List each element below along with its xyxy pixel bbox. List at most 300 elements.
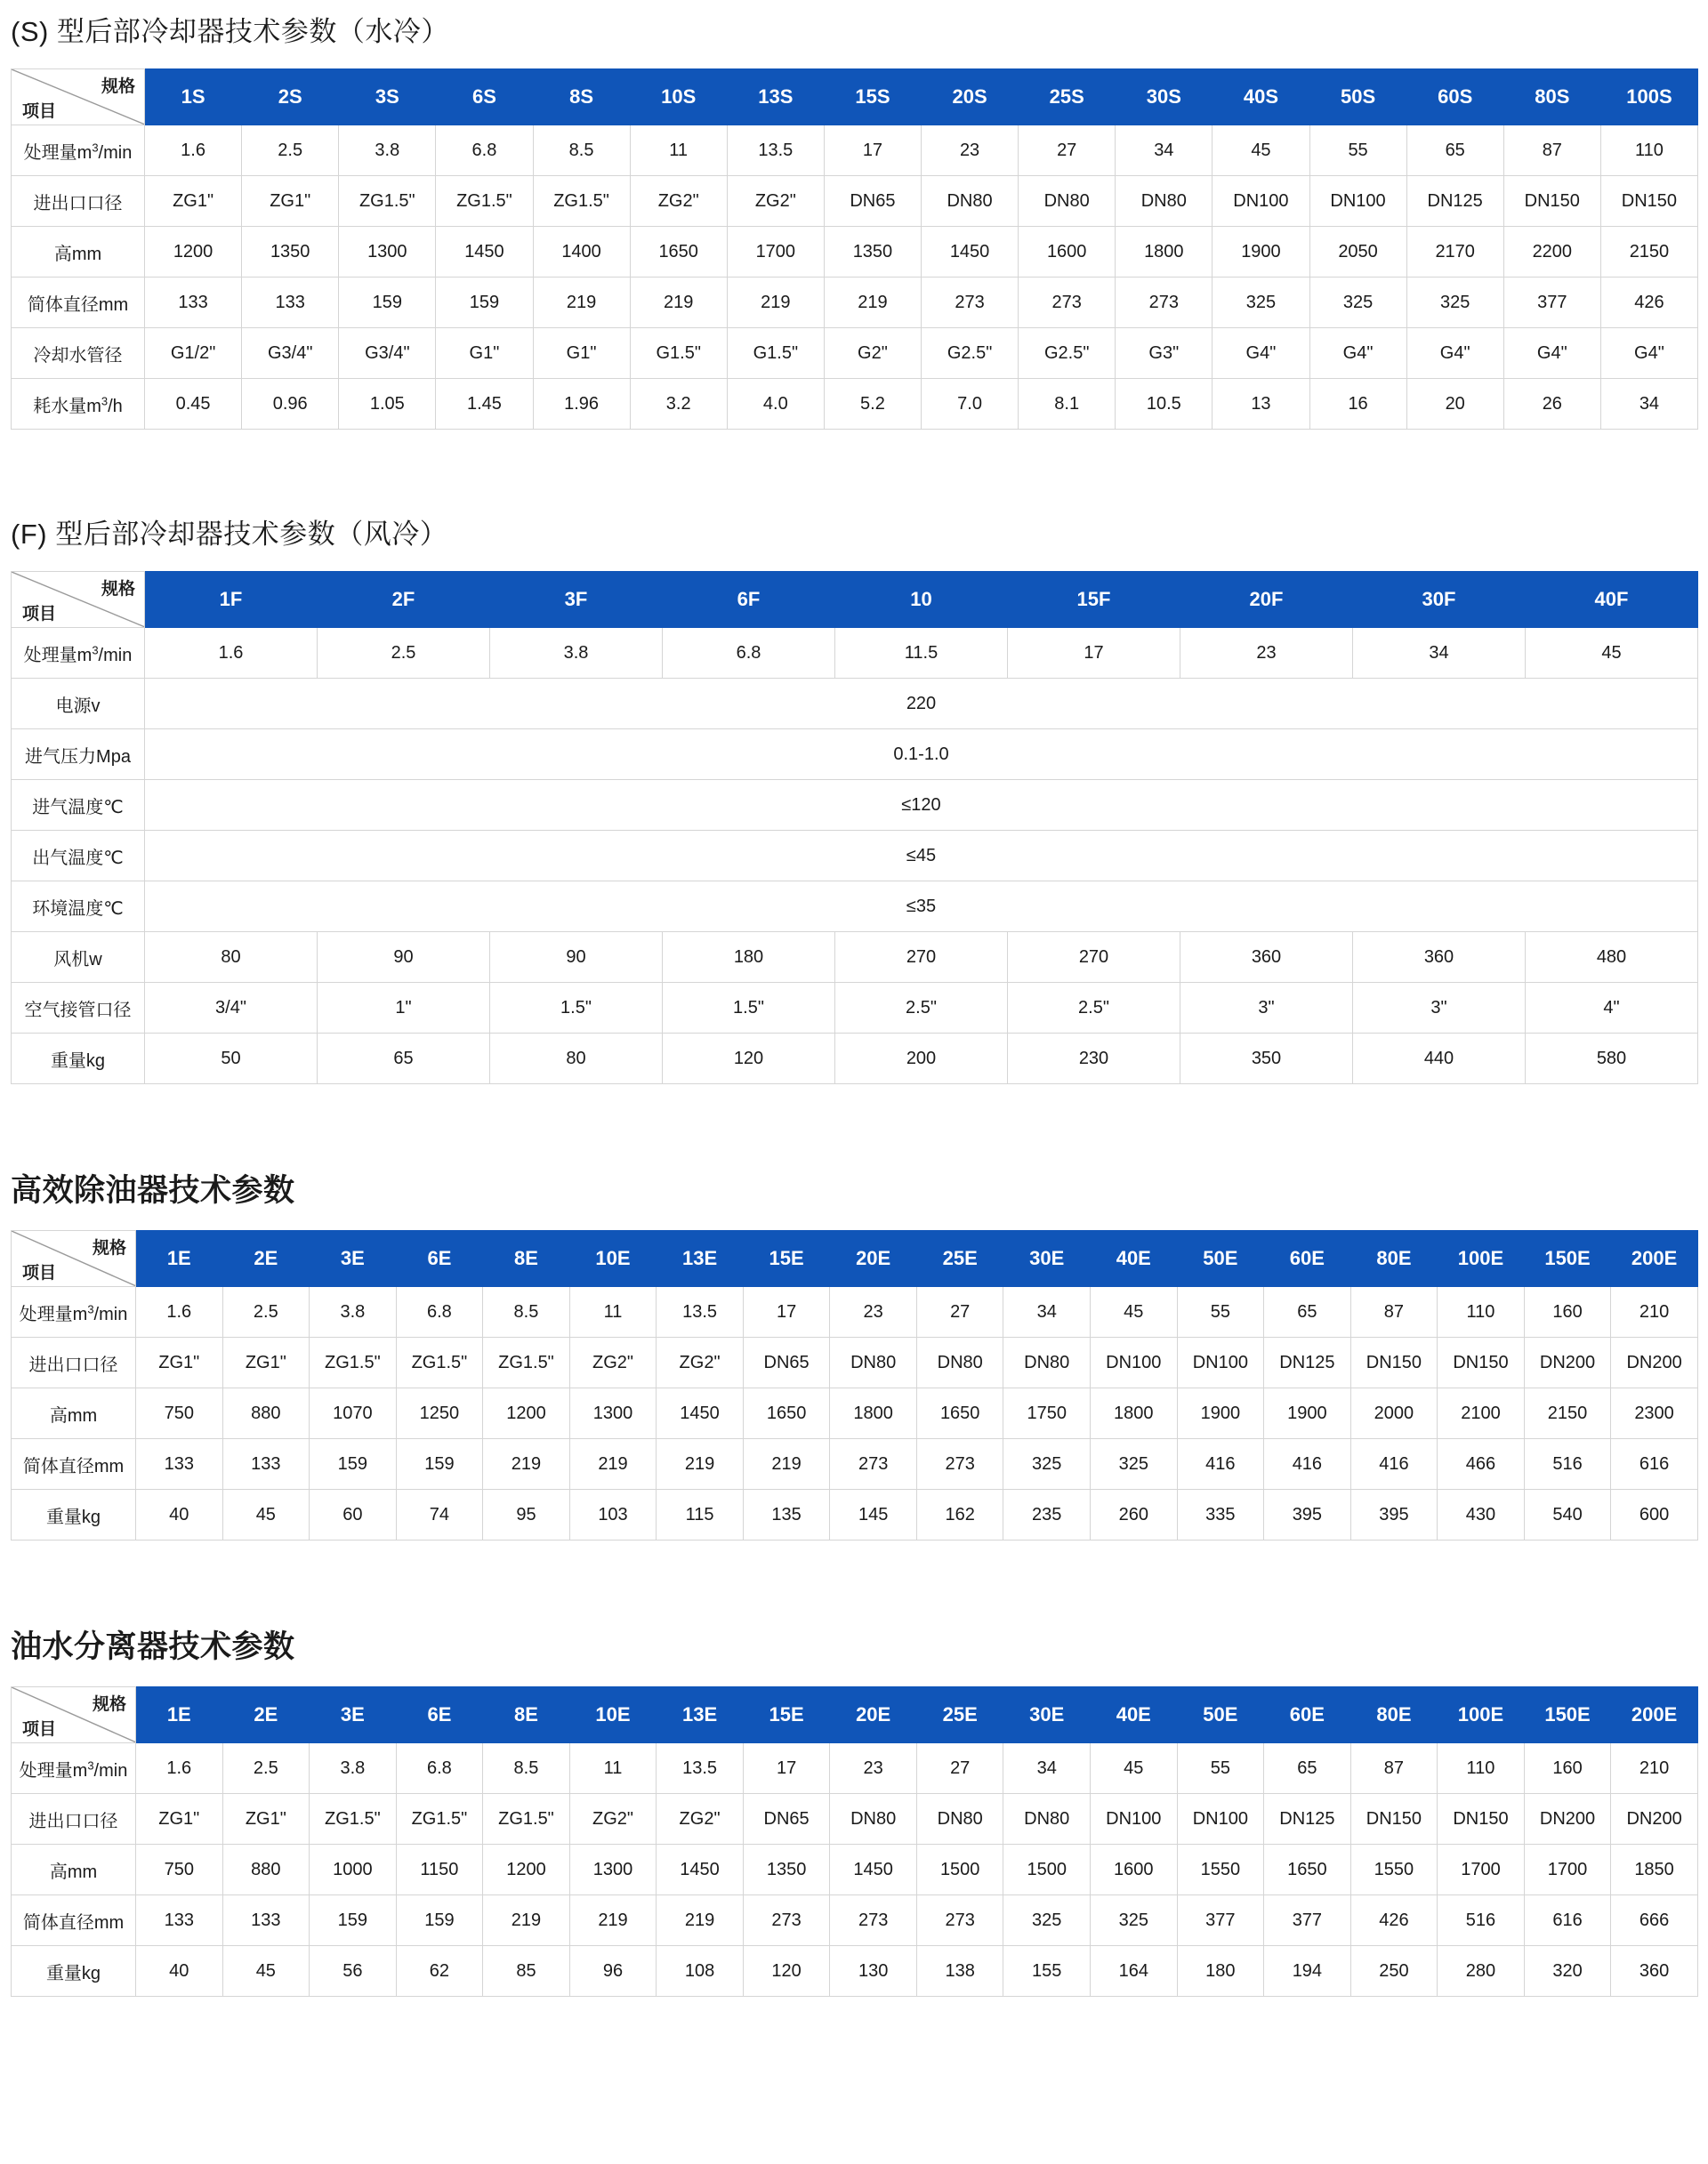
table-cell: 62 — [396, 1946, 483, 1997]
section-air-cooled-aftercooler — [0, 511, 1708, 1084]
table-cell: 40 — [136, 1490, 223, 1541]
table-cell: DN80 — [1019, 176, 1116, 227]
table-cell: 133 — [136, 1895, 223, 1946]
table-cell: 280 — [1438, 1946, 1525, 1997]
table-cell: 880 — [222, 1845, 310, 1895]
table-cell: 426 — [1600, 278, 1697, 328]
table-cell: 45 — [1091, 1743, 1178, 1794]
table-cell: 6.8 — [396, 1743, 483, 1794]
row-label: 进出口口径 — [12, 1794, 136, 1845]
table-cell: 2150 — [1600, 227, 1697, 278]
table-cell: 45 — [1091, 1287, 1178, 1338]
table-row — [12, 227, 1698, 278]
table-cell: 13.5 — [727, 125, 824, 176]
table-cell: 5.2 — [824, 379, 921, 430]
column-header: 3E — [310, 1687, 397, 1743]
table-cell: 666 — [1611, 1895, 1698, 1946]
table-cell: 1650 — [630, 227, 727, 278]
table-cell: DN65 — [743, 1338, 830, 1388]
table-row — [12, 1490, 1698, 1541]
table-cell: 159 — [310, 1439, 397, 1490]
column-header: 13S — [727, 69, 824, 125]
column-header: 25E — [916, 1687, 1003, 1743]
table-cell: 34 — [1353, 628, 1526, 679]
table-cell: G4" — [1600, 328, 1697, 379]
table-cell: 160 — [1524, 1743, 1611, 1794]
row-label: 耗水量$m^3/h$ — [12, 379, 145, 430]
table-corner-cell — [12, 572, 145, 628]
table-row — [12, 1388, 1698, 1439]
table-cell: 110 — [1600, 125, 1697, 176]
column-header: 40F — [1526, 572, 1698, 628]
table-cell: ZG1.5" — [310, 1794, 397, 1845]
table-cell: 2.5 — [242, 125, 339, 176]
corner-item-label: 项目 — [22, 605, 57, 623]
column-header: 8E — [483, 1231, 570, 1287]
table-cell: DN65 — [824, 176, 921, 227]
table-cell: 80 — [145, 932, 318, 983]
table-row — [12, 1794, 1698, 1845]
corner-spec-label: 规格 — [92, 1239, 126, 1258]
table-cell: 273 — [916, 1895, 1003, 1946]
table-cell: DN80 — [1003, 1794, 1091, 1845]
table-wrapper — [0, 571, 1708, 1084]
table-cell: 1300 — [339, 227, 436, 278]
table-row — [12, 1287, 1698, 1338]
table-cell: 23 — [1180, 628, 1353, 679]
table-cell: G1" — [436, 328, 533, 379]
table-cell: 219 — [533, 278, 630, 328]
column-header: 6E — [396, 1231, 483, 1287]
row-label: 冷却水管径 — [12, 328, 145, 379]
row-label: 进出口口径 — [12, 176, 145, 227]
table-cell: 273 — [1019, 278, 1116, 328]
table-cell: G4" — [1406, 328, 1503, 379]
table-cell: 1350 — [242, 227, 339, 278]
table-cell: 133 — [136, 1439, 223, 1490]
table-cell: 3.8 — [310, 1743, 397, 1794]
column-header: 8E — [483, 1687, 570, 1743]
table-cell: 273 — [1116, 278, 1213, 328]
table-cell: 1.5" — [663, 983, 835, 1034]
table-cell: 34 — [1116, 125, 1213, 176]
table-cell: DN80 — [1003, 1338, 1091, 1388]
table-cell: 250 — [1350, 1946, 1438, 1997]
table-cell: 360 — [1611, 1946, 1698, 1997]
table-cell: 26 — [1503, 379, 1600, 430]
table-cell: 2.5" — [1008, 983, 1180, 1034]
column-header: 50E — [1177, 1231, 1264, 1287]
table-cell: 120 — [743, 1946, 830, 1997]
column-header: 3S — [339, 69, 436, 125]
table-cell: 580 — [1526, 1034, 1698, 1084]
row-label: 出气温度℃ — [12, 831, 145, 881]
table-cell: 2.5 — [222, 1287, 310, 1338]
column-header: 30F — [1353, 572, 1526, 628]
table-cell: 27 — [916, 1287, 1003, 1338]
table-cell: 133 — [145, 278, 242, 328]
table-cell: 1800 — [830, 1388, 917, 1439]
table-cell: 219 — [657, 1439, 744, 1490]
row-label: 简体直径mm — [12, 1895, 136, 1946]
column-header: 100E — [1438, 1231, 1525, 1287]
table-cell: 65 — [318, 1034, 490, 1084]
column-header: 60E — [1264, 1687, 1351, 1743]
table-cell: 34 — [1003, 1743, 1091, 1794]
column-header: 2E — [222, 1687, 310, 1743]
table-cell: 11 — [569, 1743, 657, 1794]
table-cell: 273 — [830, 1439, 917, 1490]
column-header: 6E — [396, 1687, 483, 1743]
table-cell: 164 — [1091, 1946, 1178, 1997]
table-cell: 1450 — [922, 227, 1019, 278]
table-cell: 1600 — [1019, 227, 1116, 278]
table-cell: 40 — [136, 1946, 223, 1997]
table-row — [12, 176, 1698, 227]
table-cell: 2.5 — [318, 628, 490, 679]
table-cell: 133 — [242, 278, 339, 328]
table-cell: DN125 — [1264, 1338, 1351, 1388]
table-cell: DN150 — [1350, 1794, 1438, 1845]
table-cell: 85 — [483, 1946, 570, 1997]
column-header: 3F — [490, 572, 663, 628]
table-cell: 1900 — [1213, 227, 1309, 278]
table-cell: DN150 — [1438, 1338, 1525, 1388]
section-water-cooled-aftercooler — [0, 9, 1708, 430]
row-label: 进气压力Mpa — [12, 729, 145, 780]
table-cell: DN100 — [1177, 1338, 1264, 1388]
table-cell: 159 — [396, 1439, 483, 1490]
row-label: 重量kg — [12, 1034, 145, 1084]
table-cell: 4" — [1526, 983, 1698, 1034]
table-cell: 155 — [1003, 1946, 1091, 1997]
table-cell: DN100 — [1091, 1338, 1178, 1388]
table-cell-merged: ≤120 — [145, 780, 1698, 831]
table-cell: 600 — [1611, 1490, 1698, 1541]
column-header: 15E — [743, 1687, 830, 1743]
table-cell: 96 — [569, 1946, 657, 1997]
table-cell: 219 — [727, 278, 824, 328]
column-header: 100E — [1438, 1687, 1525, 1743]
corner-spec-label: 规格 — [101, 77, 135, 96]
table-cell: ZG2" — [630, 176, 727, 227]
table-cell: 219 — [569, 1895, 657, 1946]
corner-item-label: 项目 — [22, 1264, 57, 1283]
table-cell: 360 — [1353, 932, 1526, 983]
table-cell: G3/4" — [242, 328, 339, 379]
table-cell: 45 — [222, 1946, 310, 1997]
table-cell: 16 — [1309, 379, 1406, 430]
table-cell: 260 — [1091, 1490, 1178, 1541]
table-cell: DN200 — [1524, 1338, 1611, 1388]
table-cell: DN100 — [1091, 1794, 1178, 1845]
table-cell: 80 — [490, 1034, 663, 1084]
table-cell: DN80 — [916, 1338, 1003, 1388]
table-cell: 1200 — [483, 1388, 570, 1439]
table-cell: DN100 — [1309, 176, 1406, 227]
column-header: 20S — [922, 69, 1019, 125]
table-cell: 1900 — [1177, 1388, 1264, 1439]
table-cell: 95 — [483, 1490, 570, 1541]
table-cell: 1450 — [436, 227, 533, 278]
column-header: 80S — [1503, 69, 1600, 125]
row-label: 高mm — [12, 1388, 136, 1439]
table-cell: 219 — [824, 278, 921, 328]
table-cell: ZG1.5" — [396, 1338, 483, 1388]
table-cell: 130 — [830, 1946, 917, 1997]
table-cell: 17 — [824, 125, 921, 176]
table-cell-merged: 0.1-1.0 — [145, 729, 1698, 780]
column-header: 1E — [136, 1231, 223, 1287]
section-title: 油水分离器技术参数 — [11, 1629, 295, 1664]
table-cell: 17 — [743, 1287, 830, 1338]
spec-table-oil-remover — [11, 1230, 1698, 1541]
table-cell: 1850 — [1611, 1845, 1698, 1895]
table-cell: 1450 — [657, 1388, 744, 1439]
table-corner-cell — [12, 69, 145, 125]
table-cell: 1300 — [569, 1388, 657, 1439]
table-cell: 8.1 — [1019, 379, 1116, 430]
table-cell: DN125 — [1406, 176, 1503, 227]
table-cell: 34 — [1600, 379, 1697, 430]
table-cell: 133 — [222, 1439, 310, 1490]
table-cell: 65 — [1264, 1287, 1351, 1338]
table-cell: 2150 — [1524, 1388, 1611, 1439]
table-cell: 20 — [1406, 379, 1503, 430]
column-header: 25E — [916, 1231, 1003, 1287]
table-cell: ZG1.5" — [310, 1338, 397, 1388]
table-cell: 180 — [663, 932, 835, 983]
table-cell: ZG1.5" — [483, 1338, 570, 1388]
table-cell: 13.5 — [657, 1743, 744, 1794]
table-cell: 3/4" — [145, 983, 318, 1034]
table-cell: 1250 — [396, 1388, 483, 1439]
table-cell: 17 — [1008, 628, 1180, 679]
row-label: 处理量$m^3/\min$ — [12, 125, 145, 176]
row-label: 空气接管口径 — [12, 983, 145, 1034]
table-cell: 1300 — [569, 1845, 657, 1895]
table-cell: 880 — [222, 1388, 310, 1439]
table-cell: 1.6 — [136, 1743, 223, 1794]
table-cell: 115 — [657, 1490, 744, 1541]
table-cell: G3/4" — [339, 328, 436, 379]
column-header: 50E — [1177, 1687, 1264, 1743]
row-label: 进出口口径 — [12, 1338, 136, 1388]
table-cell: DN80 — [830, 1794, 917, 1845]
table-corner-cell — [12, 1687, 136, 1743]
row-label: 重量kg — [12, 1946, 136, 1997]
table-cell: 1200 — [145, 227, 242, 278]
corner-item-label: 项目 — [22, 1720, 57, 1739]
table-cell: 3.2 — [630, 379, 727, 430]
table-cell: 320 — [1524, 1946, 1611, 1997]
table-cell: 8.5 — [483, 1287, 570, 1338]
table-cell: 159 — [436, 278, 533, 328]
table-row — [12, 679, 1698, 729]
column-header: 10 — [835, 572, 1008, 628]
column-header: 3E — [310, 1231, 397, 1287]
table-header-row — [12, 1231, 1698, 1287]
table-cell: G1" — [533, 328, 630, 379]
table-cell: 3.8 — [310, 1287, 397, 1338]
table-cell: 1800 — [1091, 1388, 1178, 1439]
table-cell: 273 — [922, 278, 1019, 328]
column-header: 8S — [533, 69, 630, 125]
table-cell: DN150 — [1350, 1338, 1438, 1388]
table-cell: 103 — [569, 1490, 657, 1541]
column-header: 20F — [1180, 572, 1353, 628]
table-cell: 1500 — [916, 1845, 1003, 1895]
table-cell: 50 — [145, 1034, 318, 1084]
table-cell: ZG1.5" — [339, 176, 436, 227]
table-cell: DN200 — [1611, 1794, 1698, 1845]
table-cell: 2170 — [1406, 227, 1503, 278]
table-cell: 6.8 — [436, 125, 533, 176]
table-cell: 45 — [1526, 628, 1698, 679]
table-cell: 219 — [630, 278, 727, 328]
table-cell: ZG1.5" — [436, 176, 533, 227]
table-cell: ZG1" — [222, 1794, 310, 1845]
table-cell: 1700 — [1524, 1845, 1611, 1895]
spacer — [0, 430, 1708, 511]
table-cell: G2.5" — [922, 328, 1019, 379]
column-header: 6F — [663, 572, 835, 628]
table-cell: 1500 — [1003, 1845, 1091, 1895]
column-header: 40S — [1213, 69, 1309, 125]
column-header: 15E — [743, 1231, 830, 1287]
table-cell: 108 — [657, 1946, 744, 1997]
table-cell: 750 — [136, 1845, 223, 1895]
column-header: 15F — [1008, 572, 1180, 628]
table-cell: 1750 — [1003, 1388, 1091, 1439]
table-cell: 2000 — [1350, 1388, 1438, 1439]
table-row — [12, 125, 1698, 176]
table-cell: 13.5 — [657, 1287, 744, 1338]
table-cell: 395 — [1350, 1490, 1438, 1541]
table-cell: 87 — [1503, 125, 1600, 176]
table-cell: 377 — [1177, 1895, 1264, 1946]
table-cell: 2300 — [1611, 1388, 1698, 1439]
table-row — [12, 379, 1698, 430]
table-cell: 2.5" — [835, 983, 1008, 1034]
table-wrapper — [0, 1230, 1708, 1541]
table-cell: ZG2" — [727, 176, 824, 227]
table-cell: 1800 — [1116, 227, 1213, 278]
table-cell: 273 — [743, 1895, 830, 1946]
row-label: 简体直径mm — [12, 1439, 136, 1490]
table-wrapper — [0, 68, 1708, 430]
table-cell: 11 — [569, 1287, 657, 1338]
table-cell: 3" — [1180, 983, 1353, 1034]
column-header: 150E — [1524, 1231, 1611, 1287]
table-cell: 270 — [835, 932, 1008, 983]
table-cell: 55 — [1309, 125, 1406, 176]
table-cell: 0.96 — [242, 379, 339, 430]
table-header-row — [12, 572, 1698, 628]
column-header: 80E — [1350, 1231, 1438, 1287]
corner-spec-label: 规格 — [92, 1695, 126, 1714]
table-cell: ZG1.5" — [483, 1794, 570, 1845]
table-cell: 516 — [1524, 1439, 1611, 1490]
table-cell: 1650 — [1264, 1845, 1351, 1895]
table-cell: G2" — [824, 328, 921, 379]
table-cell: 480 — [1526, 932, 1698, 983]
table-cell: 8.5 — [483, 1743, 570, 1794]
table-cell: 145 — [830, 1490, 917, 1541]
table-cell: 1.96 — [533, 379, 630, 430]
table-cell: 159 — [396, 1895, 483, 1946]
table-row — [12, 983, 1698, 1034]
column-header: 13E — [657, 1687, 744, 1743]
column-header: 100S — [1600, 69, 1697, 125]
table-cell: 65 — [1406, 125, 1503, 176]
table-cell: 1.45 — [436, 379, 533, 430]
table-cell: 1550 — [1177, 1845, 1264, 1895]
table-cell: 2.5 — [222, 1743, 310, 1794]
table-cell: ZG1" — [222, 1338, 310, 1388]
row-label: 环境温度℃ — [12, 881, 145, 932]
table-cell: 440 — [1353, 1034, 1526, 1084]
table-cell: 74 — [396, 1490, 483, 1541]
section-oil-remover — [0, 1166, 1708, 1541]
table-cell: 45 — [1213, 125, 1309, 176]
table-cell: 8.5 — [533, 125, 630, 176]
table-cell: 55 — [1177, 1287, 1264, 1338]
column-header: 13E — [657, 1231, 744, 1287]
table-cell: 1900 — [1264, 1388, 1351, 1439]
table-cell: ZG1" — [242, 176, 339, 227]
table-cell: G2.5" — [1019, 328, 1116, 379]
table-cell: 466 — [1438, 1439, 1525, 1490]
table-cell: 1200 — [483, 1845, 570, 1895]
table-cell: 325 — [1213, 278, 1309, 328]
table-cell: 1.5" — [490, 983, 663, 1034]
column-header: 1E — [136, 1687, 223, 1743]
table-cell: 180 — [1177, 1946, 1264, 1997]
column-header: 30E — [1003, 1231, 1091, 1287]
table-cell: ZG2" — [657, 1338, 744, 1388]
table-cell: DN125 — [1264, 1794, 1351, 1845]
column-header: 10S — [630, 69, 727, 125]
column-header: 10E — [569, 1687, 657, 1743]
table-cell: 325 — [1309, 278, 1406, 328]
table-row — [12, 1845, 1698, 1895]
table-cell: 350 — [1180, 1034, 1353, 1084]
table-cell: ZG2" — [657, 1794, 744, 1845]
row-label: 处理量$m^3/\min$ — [12, 1743, 136, 1794]
table-cell: 194 — [1264, 1946, 1351, 1997]
table-header-row — [12, 69, 1698, 125]
table-cell: 45 — [222, 1490, 310, 1541]
table-cell: DN80 — [922, 176, 1019, 227]
table-cell: G4" — [1213, 328, 1309, 379]
table-cell: 110 — [1438, 1287, 1525, 1338]
table-cell: 160 — [1524, 1287, 1611, 1338]
table-row — [12, 831, 1698, 881]
section-oil-water-separator — [0, 1622, 1708, 1997]
table-cell: 426 — [1350, 1895, 1438, 1946]
table-cell: 90 — [318, 932, 490, 983]
table-cell: DN150 — [1503, 176, 1600, 227]
column-header: 20E — [830, 1687, 917, 1743]
table-cell: ZG1.5" — [396, 1794, 483, 1845]
table-cell: G1.5" — [630, 328, 727, 379]
table-row — [12, 881, 1698, 932]
table-row — [12, 628, 1698, 679]
column-header: 2F — [318, 572, 490, 628]
table-cell: 1650 — [743, 1388, 830, 1439]
column-header: 1S — [145, 69, 242, 125]
